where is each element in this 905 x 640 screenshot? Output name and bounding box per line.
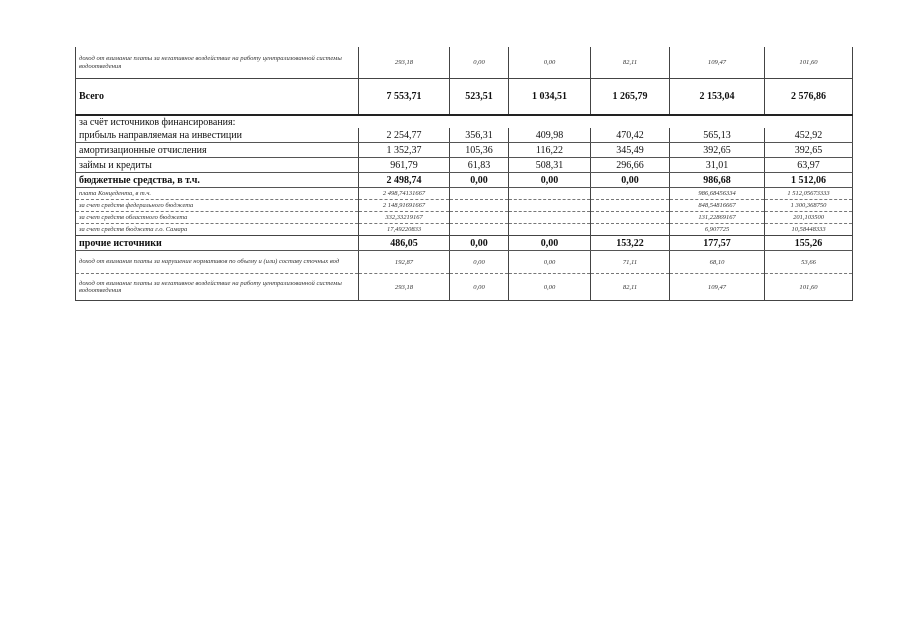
row-label: за счет средств областного бюджета — [76, 212, 359, 224]
cell-value: 2 254,77 — [359, 128, 450, 143]
cell-value: 53,66 — [765, 251, 853, 274]
cell-value: 2 153,04 — [670, 79, 765, 116]
cell-value — [509, 212, 591, 224]
cell-value: 7 553,71 — [359, 79, 450, 116]
cell-value — [509, 224, 591, 236]
cell-value: 508,31 — [509, 158, 591, 173]
table-row-total — [76, 79, 853, 116]
financing-table — [75, 47, 853, 301]
cell-value — [450, 212, 509, 224]
cell-value — [450, 224, 509, 236]
cell-value: 2 498,74 — [359, 173, 450, 188]
cell-value: 105,36 — [450, 143, 509, 158]
table-row — [76, 128, 853, 143]
row-label: за счет средств федерального бюджета — [76, 200, 359, 212]
row-label: Всего — [76, 79, 359, 116]
cell-value: 0,00 — [509, 236, 591, 251]
table-row — [76, 236, 853, 251]
cell-value: 2 148,91691667 — [359, 200, 450, 212]
row-label: прибыль направляемая на инвестиции — [76, 128, 359, 143]
cell-value — [591, 212, 670, 224]
row-label: доход от взимания платы за нарушение нормативов по объему и (или) составу сточных вод — [76, 251, 359, 274]
cell-value: 109,47 — [670, 47, 765, 79]
cell-value: 71,11 — [591, 251, 670, 274]
cell-value: 486,05 — [359, 236, 450, 251]
table-row-section — [76, 115, 853, 128]
table-row — [76, 143, 853, 158]
cell-value: 1 265,79 — [591, 79, 670, 116]
cell-value: 0,00 — [450, 274, 509, 301]
cell-value: 961,79 — [359, 158, 450, 173]
table-row — [76, 173, 853, 188]
cell-value: 1 512,05673333 — [765, 188, 853, 200]
cell-value: 356,31 — [450, 128, 509, 143]
cell-value: 470,42 — [591, 128, 670, 143]
cell-value: 82,11 — [591, 274, 670, 301]
cell-value: 177,57 — [670, 236, 765, 251]
cell-value: 296,66 — [591, 158, 670, 173]
table-row — [76, 251, 853, 274]
cell-value: 0,00 — [509, 173, 591, 188]
cell-value: 109,47 — [670, 274, 765, 301]
cell-value: 0,00 — [509, 47, 591, 79]
cell-value: 68,10 — [670, 251, 765, 274]
row-label: займы и кредиты — [76, 158, 359, 173]
table-row — [76, 274, 853, 301]
row-label: за счет средств бюджета г.о. Самара — [76, 224, 359, 236]
cell-value — [591, 200, 670, 212]
table-row — [76, 224, 853, 236]
row-label: доход от взимание платы за негативное воздействие на работу централизованной системы водоотведения — [76, 274, 359, 301]
cell-value: 0,00 — [450, 173, 509, 188]
cell-value: 31,01 — [670, 158, 765, 173]
cell-value: 10,58448333 — [765, 224, 853, 236]
cell-value — [509, 188, 591, 200]
cell-value — [591, 188, 670, 200]
table-row — [76, 200, 853, 212]
row-label: прочие источники — [76, 236, 359, 251]
cell-value: 848,54816667 — [670, 200, 765, 212]
cell-value: 101,60 — [765, 274, 853, 301]
cell-value: 0,00 — [591, 173, 670, 188]
cell-value: 153,22 — [591, 236, 670, 251]
cell-value: 1 352,37 — [359, 143, 450, 158]
cell-value: 345,49 — [591, 143, 670, 158]
cell-value: 0,00 — [450, 251, 509, 274]
cell-value: 2 576,86 — [765, 79, 853, 116]
cell-value: 201,103500 — [765, 212, 853, 224]
cell-value: 192,87 — [359, 251, 450, 274]
cell-value: 1 034,51 — [509, 79, 591, 116]
cell-value: 1 300,368750 — [765, 200, 853, 212]
cell-value: 0,00 — [509, 251, 591, 274]
cell-value: 409,98 — [509, 128, 591, 143]
row-label: амортизационные отчисления — [76, 143, 359, 158]
cell-value: 82,11 — [591, 47, 670, 79]
row-label: доход от взимание платы за негативное воздействие на работу централизованной системы водоотведения — [76, 47, 359, 79]
cell-value — [591, 224, 670, 236]
cell-value: 392,65 — [765, 143, 853, 158]
cell-value: 1 512,06 — [765, 173, 853, 188]
cell-value — [450, 200, 509, 212]
cell-value — [450, 188, 509, 200]
table-row — [76, 188, 853, 200]
cell-value: 2 498,74131667 — [359, 188, 450, 200]
cell-value: 61,83 — [450, 158, 509, 173]
cell-value: 0,00 — [450, 47, 509, 79]
cell-value: 392,65 — [670, 143, 765, 158]
row-label: бюджетные средства, в т.ч. — [76, 173, 359, 188]
cell-value: 131,22869167 — [670, 212, 765, 224]
row-label: плата Концедента, в т.ч. — [76, 188, 359, 200]
cell-value: 986,68456334 — [670, 188, 765, 200]
cell-value: 0,00 — [509, 274, 591, 301]
table-row — [76, 47, 853, 79]
cell-value — [509, 200, 591, 212]
cell-value: 17,49220833 — [359, 224, 450, 236]
cell-value: 63,97 — [765, 158, 853, 173]
cell-value: 101,60 — [765, 47, 853, 79]
cell-value: 293,18 — [359, 274, 450, 301]
cell-value: 452,92 — [765, 128, 853, 143]
cell-value: 523,51 — [450, 79, 509, 116]
cell-value: 293,18 — [359, 47, 450, 79]
cell-value: 986,68 — [670, 173, 765, 188]
cell-value: 332,33219167 — [359, 212, 450, 224]
section-label: за счёт источников финансирования: — [76, 115, 853, 128]
table-row — [76, 158, 853, 173]
cell-value: 565,13 — [670, 128, 765, 143]
cell-value: 155,26 — [765, 236, 853, 251]
cell-value: 116,22 — [509, 143, 591, 158]
cell-value: 0,00 — [450, 236, 509, 251]
table-row — [76, 212, 853, 224]
cell-value: 6,907725 — [670, 224, 765, 236]
